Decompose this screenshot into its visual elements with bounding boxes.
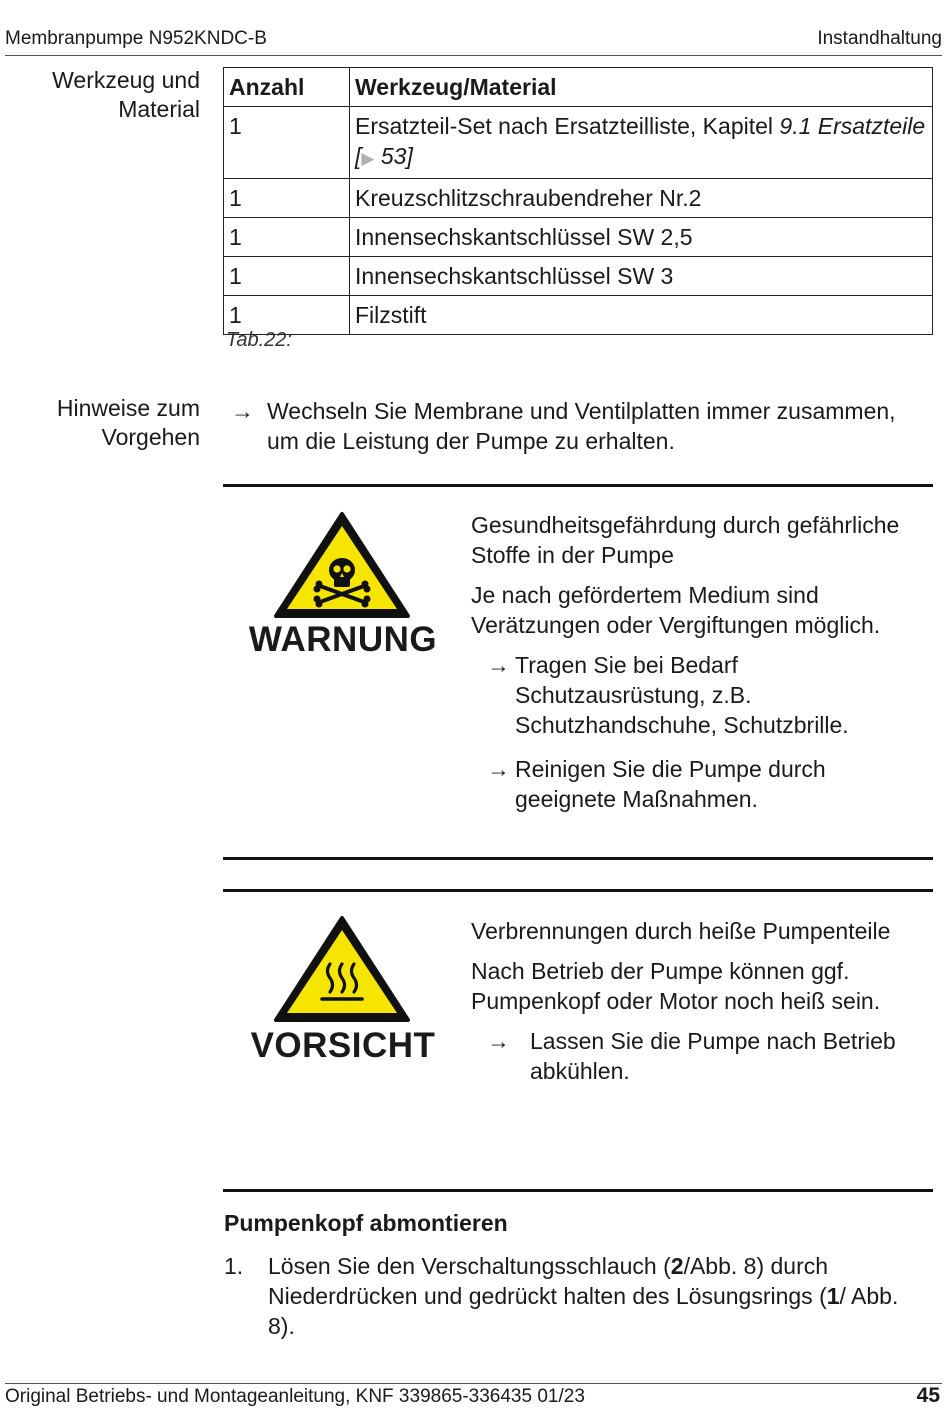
hot-surface-warning-icon — [272, 914, 412, 1024]
caution-text-block — [471, 916, 931, 1100]
arrow-right-icon: → — [487, 652, 510, 678]
table-cell-tool — [350, 107, 933, 179]
warning-bottom-rule — [223, 857, 933, 860]
caution-bottom-rule — [223, 1189, 933, 1192]
toxic-skull-warning-icon — [272, 510, 412, 620]
table-row — [224, 179, 933, 218]
warning-top-rule — [223, 484, 933, 487]
reference-arrow-icon: ▶ — [361, 149, 375, 168]
caution-measure-item — [487, 1026, 931, 1086]
table-row — [224, 296, 933, 335]
warning-measure-text: Tragen Sie bei Bedarf Schutzausrüstung, z.B. Schutzhandschuhe, Schutzbrille. — [515, 652, 849, 738]
tool-text: Ersatzteil-Set nach Ersatzteilliste, Kapitel — [355, 113, 780, 139]
caution-body: Nach Betrieb der Pumpe können ggf. Pumpenkopf oder Motor noch heiß sein. — [471, 958, 881, 1014]
table-row — [224, 218, 933, 257]
hints-side-label-line2: Vorgehen — [101, 424, 200, 450]
table-cell-tool: Innensechskantschlüssel SW 3 — [350, 257, 933, 296]
signal-word-warning: WARNUNG — [248, 620, 438, 659]
table-cell-tool: Kreuzschlitzschraubendreher Nr.2 — [350, 179, 933, 218]
tools-side-label-line1: Werkzeug und — [52, 67, 200, 93]
signal-word-caution: VORSICHT — [250, 1026, 436, 1065]
column-header-qty: Anzahl — [224, 68, 350, 107]
hints-side-label — [0, 394, 200, 452]
table-cell-qty: 1 — [224, 179, 350, 218]
procedure-step — [224, 1251, 924, 1341]
hints-side-label-line1: Hinweise zum — [56, 395, 200, 421]
arrow-right-icon: → — [231, 398, 254, 424]
caution-measure-text: Lassen Sie die Pumpe nach Betrieb abkühlen. — [530, 1028, 896, 1084]
header-doc-title: Membranpumpe N952KNDC-B — [5, 28, 267, 49]
hint-text: Wechseln Sie Membrane und Ventilplatten immer zusammen, um die Leistung der Pumpe zu erhalten. — [267, 398, 896, 454]
header-divider — [5, 55, 942, 56]
hint-item — [231, 396, 931, 456]
tools-side-label — [0, 66, 200, 124]
table-row — [224, 107, 933, 179]
table-caption: Tab.22: — [226, 329, 292, 351]
warning-body: Je nach gefördertem Medium sind Verätzungen oder Vergiftungen möglich. — [471, 582, 881, 638]
warning-measure-item — [487, 754, 931, 814]
warning-measure-text: Reinigen Sie die Pumpe durch geeignete Maßnahmen. — [515, 756, 826, 812]
step-number: 1. — [224, 1253, 244, 1279]
table-cell-qty: 1 — [224, 257, 350, 296]
caution-top-rule — [223, 889, 933, 892]
tools-side-label-line2: Material — [118, 96, 200, 122]
chapter-reference-link[interactable]: 9.1 Ersatzteile [▶ 53] — [355, 113, 926, 169]
caution-title: Verbrennungen durch heiße Pumpenteile — [471, 918, 891, 944]
section-title: Pumpenkopf abmontieren — [224, 1210, 508, 1236]
warning-title: Gesundheitsgefährdung durch gefährliche Stoffe in der Pumpe — [471, 512, 900, 568]
arrow-right-icon: → — [487, 1028, 510, 1054]
warning-text-block — [471, 510, 931, 828]
table-cell-tool: Filzstift — [350, 296, 933, 335]
page-number: 45 — [916, 1384, 940, 1407]
step-text: Lösen Sie den Verschaltungsschlauch (2/Abb. 8) durch Niederdrücken und gedrückt halten des Lösungsrings (1/ Abb. 8). — [268, 1253, 899, 1339]
tools-table — [223, 67, 933, 335]
arrow-right-icon: → — [487, 756, 510, 782]
table-header-row — [224, 68, 933, 107]
footer-doc-id: Original Betriebs- und Montageanleitung, KNF 339865-336435 01/23 — [5, 1386, 585, 1407]
warning-measure-item — [487, 650, 931, 740]
footer-divider — [5, 1383, 942, 1384]
table-row — [224, 257, 933, 296]
callout-number: 2 — [670, 1253, 684, 1279]
table-cell-qty: 1 — [224, 107, 350, 179]
column-header-tool: Werkzeug/Material — [350, 68, 933, 107]
header-chapter: Instandhaltung — [817, 28, 942, 49]
table-cell-tool: Innensechskantschlüssel SW 2,5 — [350, 218, 933, 257]
table-cell-qty: 1 — [224, 218, 350, 257]
table-cell-qty: 1 — [224, 296, 350, 335]
callout-number: 1 — [826, 1283, 840, 1309]
